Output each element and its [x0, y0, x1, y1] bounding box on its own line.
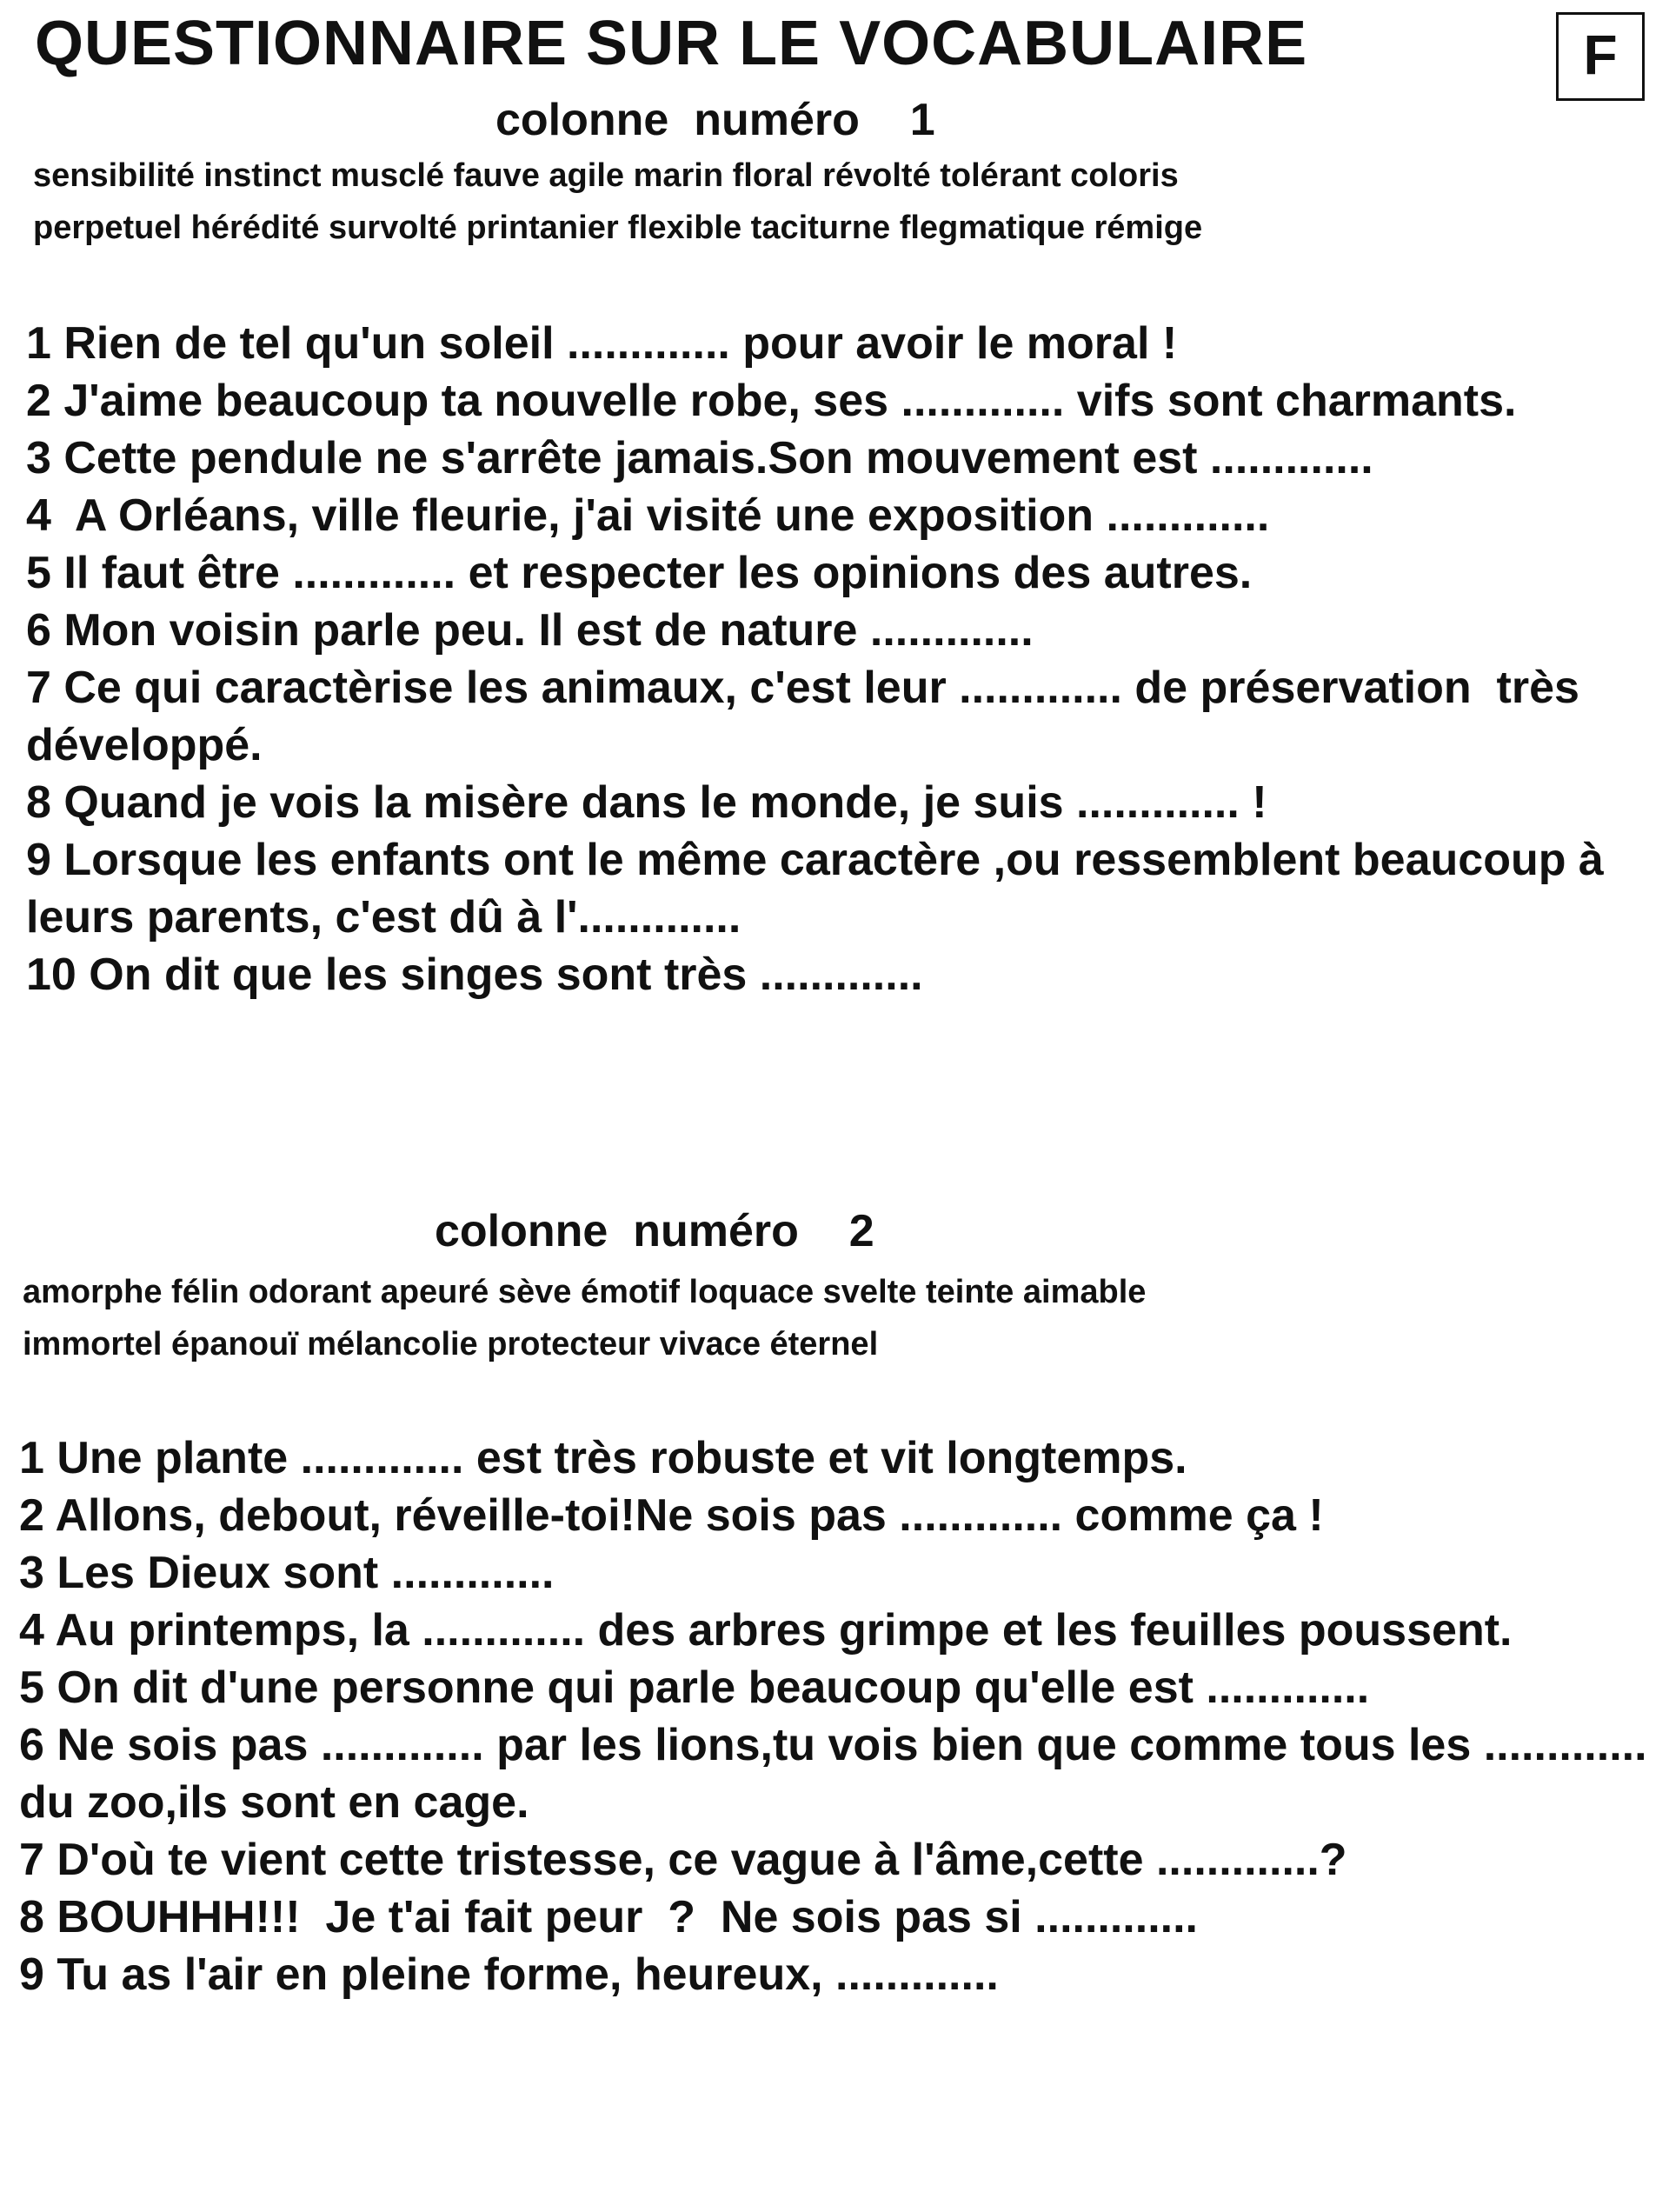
word-bank-line: sensibilité instinct musclé fauve agile marin floral révolté tolérant coloris — [33, 157, 1179, 194]
question-item: 6 Ne sois pas ............. par les lions,tu vois bien que comme tous les ............. du zoo,ils sont en cage. — [19, 1720, 1659, 1828]
question-item: 10 On dit que les singes sont très ............. — [26, 949, 923, 1000]
version-badge: F — [1556, 12, 1645, 101]
question-item: 9 Tu as l'air en pleine forme, heureux, ............. — [19, 1949, 999, 2000]
question-item: 6 Mon voisin parle peu. Il est de nature ............. — [26, 605, 1034, 656]
question-item: 2 Allons, debout, réveille-toi!Ne sois pas ............. comme ça ! — [19, 1490, 1324, 1541]
column-2-word-bank — [23, 1266, 1146, 1370]
word-bank-line: immortel épanouï mélancolie protecteur vivace éternel — [23, 1326, 879, 1363]
column-1-word-bank — [33, 150, 1202, 254]
question-item: 2 J'aime beaucoup ta nouvelle robe, ses ............. vifs sont charmants. — [26, 376, 1517, 426]
question-item: 9 Lorsque les enfants ont le même caractère ,ou ressemblent beaucoup à leurs parents, c'est dû à l'............. — [26, 835, 1617, 943]
question-item: 1 Rien de tel qu'un soleil ............. pour avoir le moral ! — [26, 318, 1178, 369]
question-item: 8 Quand je vois la misère dans le monde, je suis ............. ! — [26, 777, 1267, 828]
word-bank-line: amorphe félin odorant apeuré sève émotif loquace svelte teinte aimable — [23, 1274, 1147, 1310]
word-bank-line: perpetuel hérédité survolté printanier flexible taciturne flegmatique rémige — [33, 210, 1203, 246]
column-2-questions — [19, 1429, 1659, 2003]
question-item: 7 Ce qui caractèrise les animaux, c'est leur ............. de préservation très développé. — [26, 663, 1593, 770]
question-item: 5 Il faut être ............. et respecter les opinions des autres. — [26, 548, 1253, 598]
question-item: 8 BOUHHH!!! Je t'ai fait peur ? Ne sois pas si ............. — [19, 1892, 1198, 1942]
question-item: 7 D'où te vient cette tristesse, ce vague à l'âme,cette .............? — [19, 1835, 1347, 1885]
question-item: 5 On dit d'une personne qui parle beaucoup qu'elle est ............. — [19, 1662, 1370, 1713]
column-2-heading: colonne numéro 2 — [435, 1206, 874, 1256]
question-item: 1 Une plante ............. est très robuste et vit longtemps. — [19, 1433, 1187, 1483]
question-item: 4 A Orléans, ville fleurie, j'ai visité une exposition ............. — [26, 490, 1270, 541]
page-title: QUESTIONNAIRE SUR LE VOCABULAIRE — [35, 9, 1308, 78]
column-1-heading: colonne numéro 1 — [495, 95, 935, 145]
question-item: 4 Au printemps, la ............. des arbres grimpe et les feuilles poussent. — [19, 1605, 1513, 1656]
column-1-questions — [26, 315, 1660, 1003]
question-item: 3 Cette pendule ne s'arrête jamais.Son mouvement est ............. — [26, 433, 1373, 483]
question-item: 3 Les Dieux sont ............. — [19, 1548, 555, 1598]
